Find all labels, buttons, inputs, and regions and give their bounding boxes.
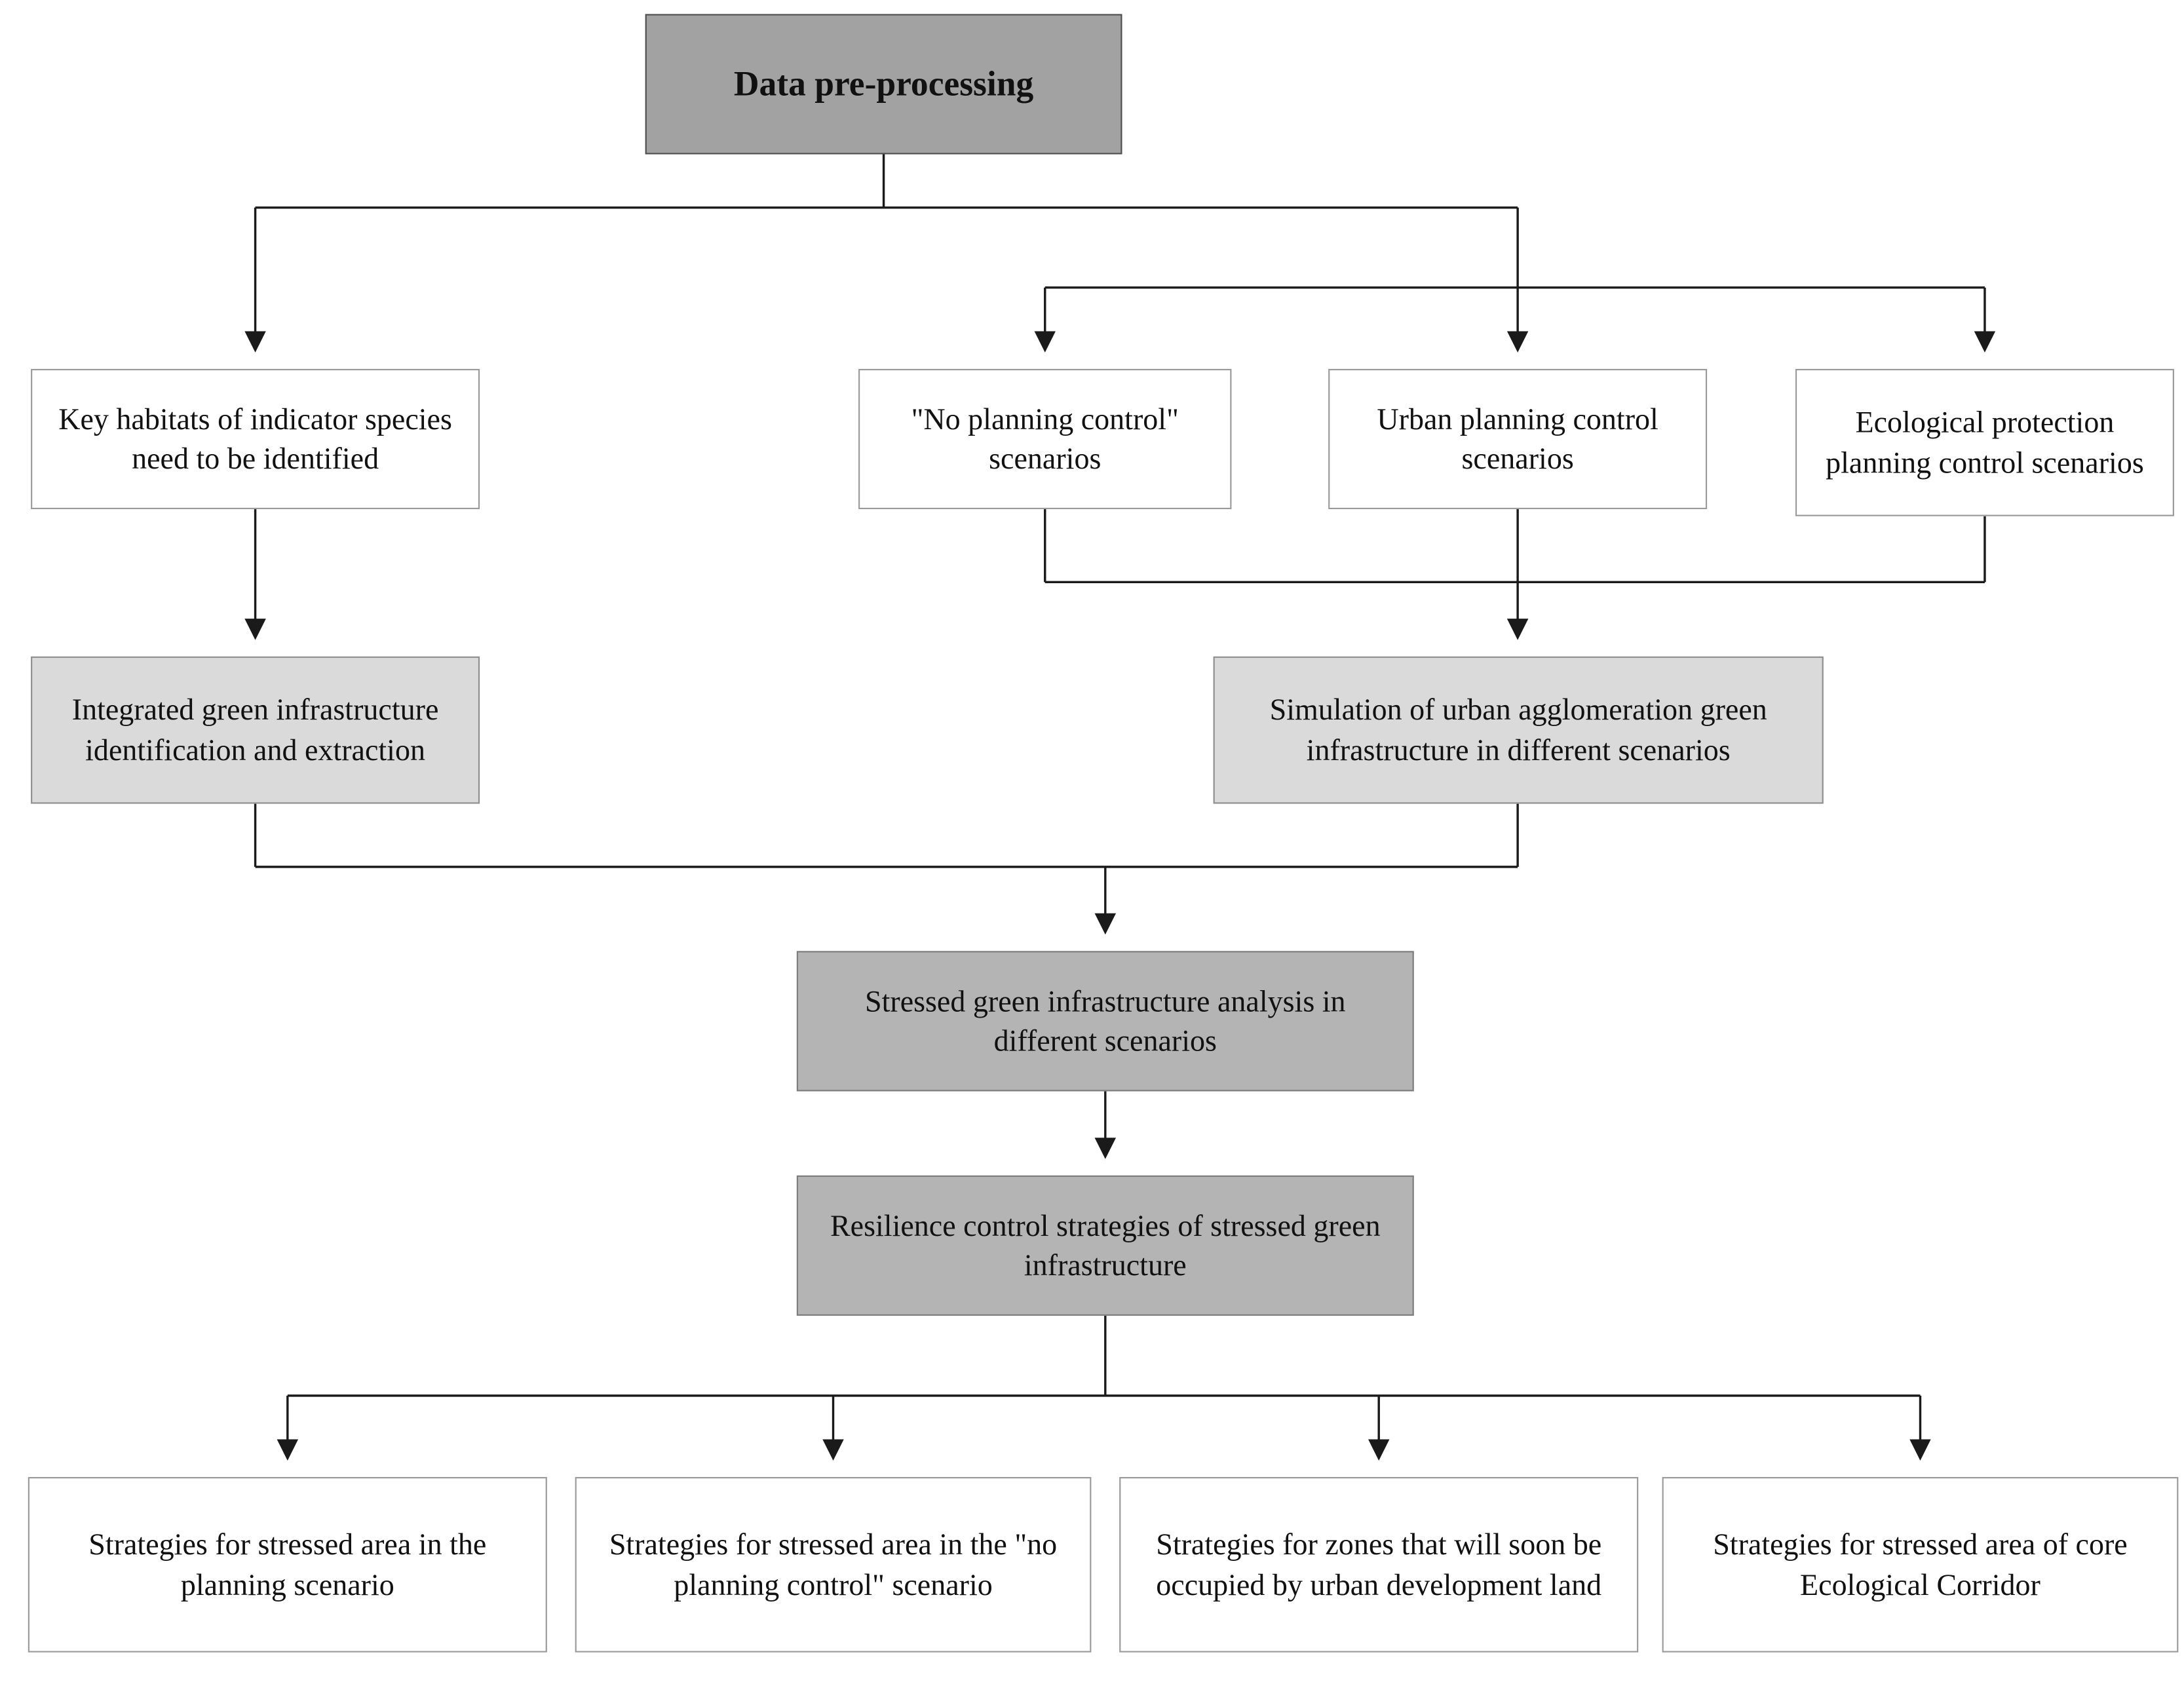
node-urban-planning-control [1328,369,1707,509]
node-strategy-urban-development-zones [1119,1477,1638,1653]
node-resilience-strategies [797,1176,1414,1316]
node-no-planning-control [858,369,1231,509]
node-label: Strategies for stressed area of core Ecological Corridor [1713,1527,2128,1602]
node-label: Key habitats of indicator species need to be identified [58,402,452,476]
node-label: Stressed green infrastructure analysis in different scenarios [864,984,1346,1058]
node-label: Integrated green infrastructure identification and extraction [71,693,439,767]
node-label: Strategies for zones that will soon be occupied by urban development land [1156,1527,1602,1602]
node-label: "No planning control" scenarios [911,402,1179,476]
node-label: Resilience control strategies of stressed green infrastructure [830,1208,1381,1282]
node-strategy-no-planning-scenario [575,1477,1092,1653]
node-label: Urban planning control scenarios [1377,402,1658,476]
node-label: Strategies for stressed area in the "no planning control" scenario [609,1527,1058,1602]
node-key-habitats [31,369,480,509]
node-label: Simulation of urban agglomeration green infrastructure in different scenarios [1269,693,1767,767]
node-data-preprocessing [645,14,1122,154]
node-label: Strategies for stressed area in the planning scenario [88,1527,487,1602]
node-simulation-scenarios [1214,657,1824,804]
node-label: Data pre-processing [733,65,1034,104]
node-strategy-planning-scenario [28,1477,547,1653]
node-integrated-green-infrastructure [31,657,480,804]
node-stressed-analysis [797,951,1414,1091]
node-ecological-protection [1795,369,2174,516]
node-label: Ecological protection planning control scenarios [1826,405,2144,480]
node-strategy-ecological-corridor [1662,1477,2179,1653]
